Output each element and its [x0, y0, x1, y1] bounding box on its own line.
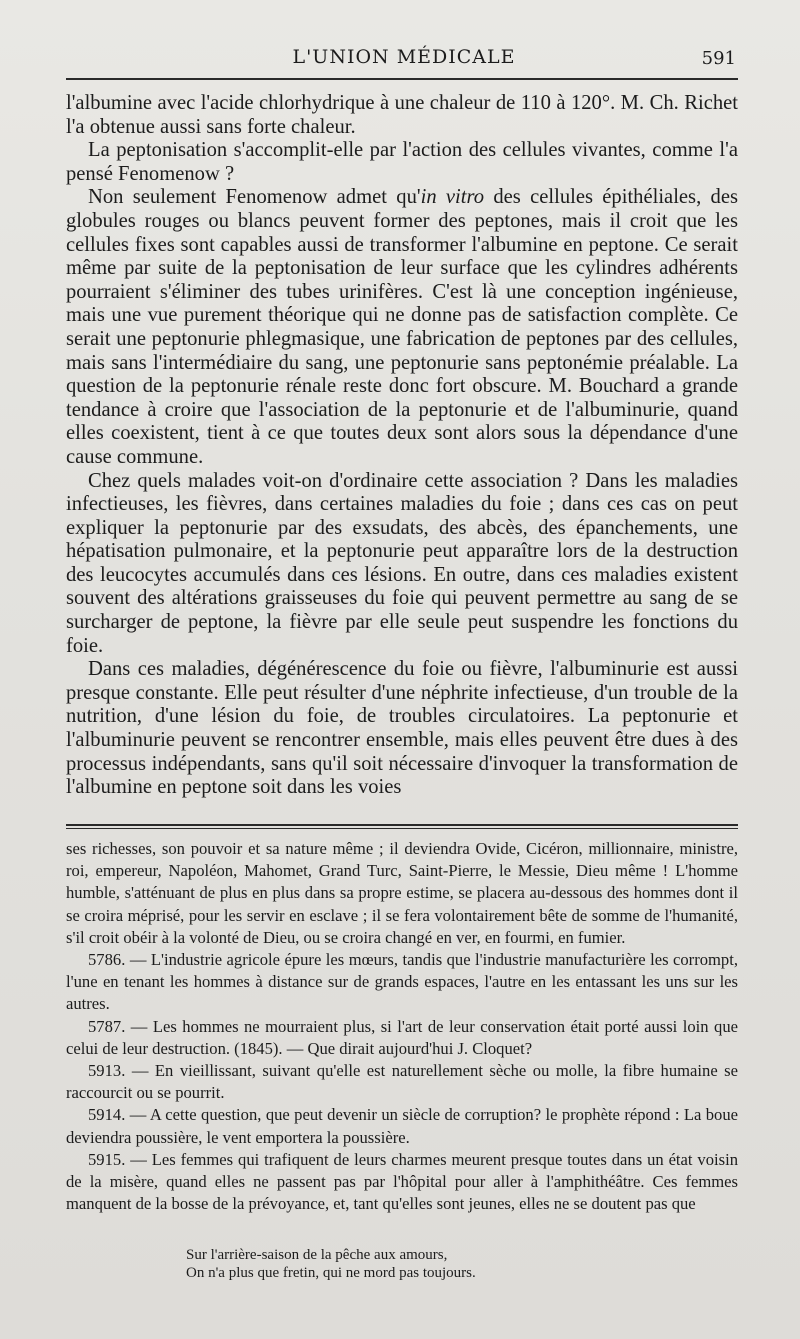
page-header [70, 42, 738, 78]
note-5915: 5915. — Les femmes qui trafiquent de leurs charmes meurent presque toutes dans un état voisin de la misère, quand elles ne passent pas par l'hôpital pour aller à l'amphithéâtre. Ces femmes manquent de la bosse de la prévoyance, et, tant qu'elles sont jeunes, elles ne se doutent pas que [66, 1149, 738, 1214]
note-5913: 5913. — En vieillissant, suivant qu'elle est naturellement sèche ou molle, la fibre humaine se raccourcit ou se pourrit. [66, 1061, 738, 1103]
verse-line-1: Sur l'arrière-saison de la pêche aux amours, [186, 1247, 448, 1263]
paragraph-5: Dans ces maladies, dégénérescence du foie ou fièvre, l'albuminurie est aussi presque constante. Elle peut résulter d'une néphrite infectieuse, d'un trouble de la nutrition, d'une lésion du foie, de troubles circulatoires. La peptonurie et l'albuminurie peuvent se rencontrer ensemble, mais elles peuvent être dues à des processus indépendants, sans qu'il soit nécessaire d'invoquer la transformation de l'albumine en peptone soit dans les voies [66, 658, 738, 799]
verse-line-2: On n'a plus que fretin, qui ne mord pas toujours. [186, 1265, 476, 1281]
paragraph-2: La peptonisation s'accomplit-elle par l'action des cellules vivantes, comme l'a pensé Fenomenow ? [66, 139, 738, 185]
paragraph-1: l'albumine avec l'acide chlorhydrique à une chaleur de 110 à 120°. M. Ch. Richet l'a obtenue aussi sans forte chaleur. [66, 92, 738, 138]
note-continuation: ses richesses, son pouvoir et sa nature même ; il deviendra Ovide, Cicéron, millionnaire, ministre, roi, empereur, Napoléon, Mahomet, Grand Turc, Saint-Pierre, le Messie, Dieu même ! L'homme humble, s'atténuant de plus en plus dans sa propre estime, se placera au-dessous des hommes dont il se croira méprisé, pour les servir en esclave ; il se fera volontairement bête de somme de l'humanité, s'il croit obéir à la volonté de Dieu, ou se croira changé en ver, en fourmi, en fumier. [66, 839, 738, 947]
verse-quote [186, 1246, 706, 1282]
separator-rule-top [66, 824, 738, 826]
paragraph-3 [66, 186, 738, 469]
paragraph-3-start: Non seulement Fenomenow admet qu' [88, 186, 421, 209]
notes-section [66, 838, 738, 1215]
running-title: L'UNION MÉDICALE [292, 46, 516, 68]
header-rule [66, 78, 738, 80]
note-5787: 5787. — Les hommes ne mourraient plus, si l'art de leur conservation était porté aussi loin que celui de leur destruction. (1845). — Que dirait aujourd'hui J. Cloquet? [66, 1016, 738, 1058]
note-5914: 5914. — A cette question, que peut devenir un siècle de corruption? le prophète répond : La boue deviendra poussière, le vent emportera la poussière. [66, 1105, 738, 1147]
separator-rule-bottom [66, 828, 738, 829]
paragraph-4: Chez quels malades voit-on d'ordinaire cette association ? Dans les maladies infectieuses, les fièvres, dans certaines maladies du foie ; dans ces cas on peut expliquer la peptonurie par des exsudats, des abcès, des épanchements, une hépatisation pulmonaire, et la peptonurie peut apparaître lors de la destruction des leucocytes accumulés dans ces lésions. En outre, dans ces maladies existent souvent des altérations graisseuses du foie qui peuvent permettre au sang de se surcharger de peptone, la fièvre par elle seule peut suspendre les fonctions du foie. [66, 469, 738, 657]
italic-term: in vitro [420, 186, 485, 209]
paragraph-3-rest: des cellules épithéliales, des globules rouges ou blancs peuvent former des peptones, mais il croit que les cellules fixes sont capables aussi de transformer l'albumine en peptone. Ce serait même par suite de la peptonisation de leur surface que les cylindres adhérents pourraient s'éliminer des tubes urinifères. C'est là une conception ingénieuse, mais une vue purement théorique qui ne donne pas de satisfaction complète. Ce serait une peptonurie phlegmasique, une fabrication de peptones par des cellules, mais sans l'intermédiaire du sang, une peptonurie sans peptonémie préalable. La question de la peptonurie rénale reste donc fort obscure. M. Bouchard a grande tendance à croire que l'association de la peptonurie et de l'albuminurie, quand elles coexistent, tient à ce que toutes deux sont alors sous la dépendance d'une cause commune. [66, 186, 738, 468]
note-5786: 5786. — L'industrie agricole épure les mœurs, tandis que l'industrie manufacturière les corrompt, l'une en tenant les hommes à distance sur de grands espaces, l'autre en les entassant les uns sur les autres. [66, 950, 738, 1014]
page-number: 591 [701, 48, 736, 69]
main-text [66, 92, 738, 800]
